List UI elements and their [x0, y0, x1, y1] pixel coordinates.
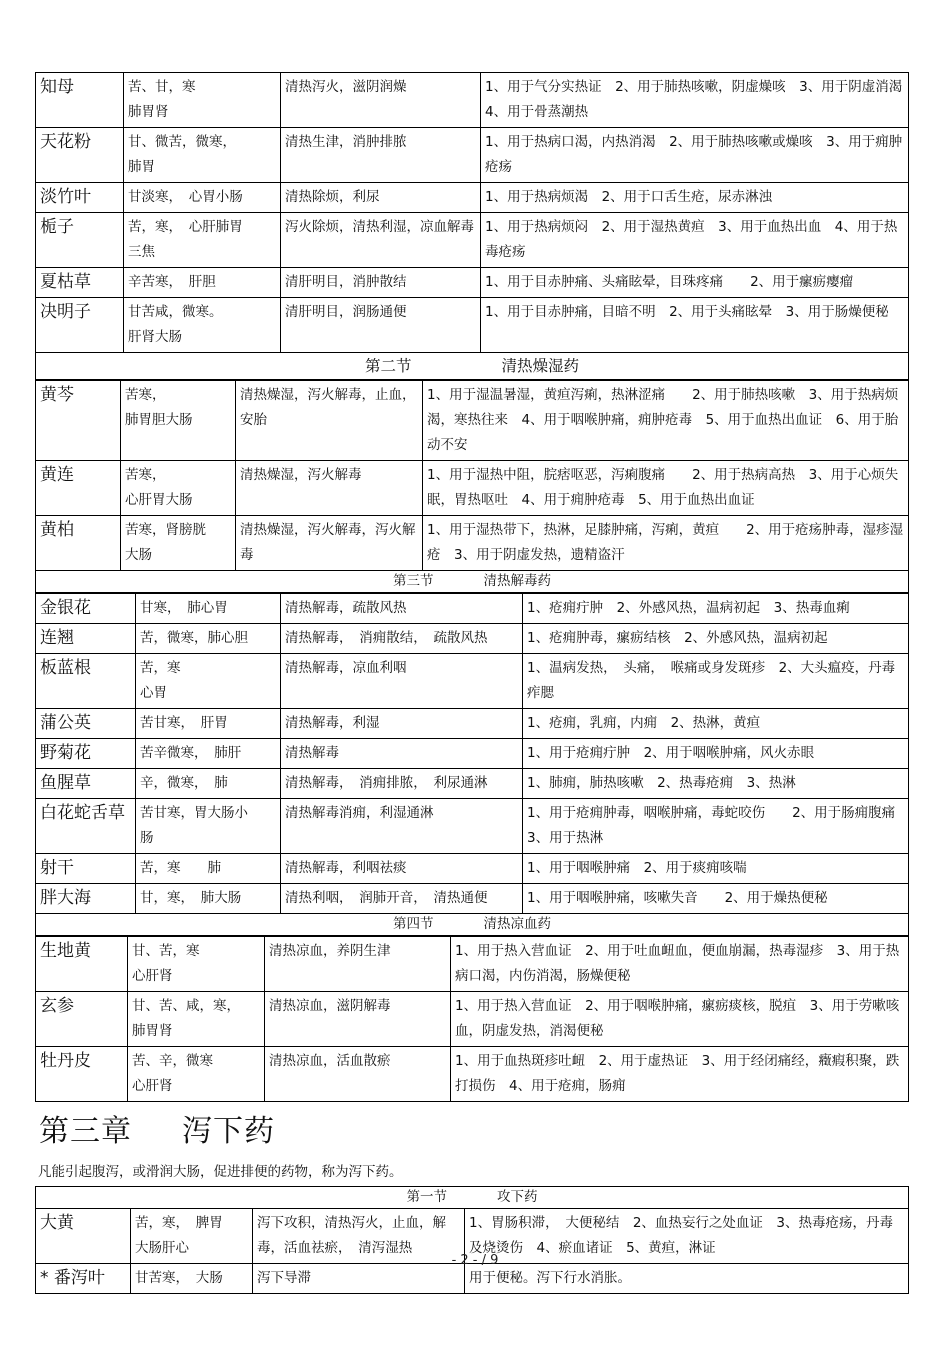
- property-line: 苦、辛，微寒: [132, 1053, 213, 1069]
- herb-table-4: [35, 936, 909, 1102]
- property-line: 甘淡寒， 心胃小肠: [128, 189, 243, 205]
- herb-usage: 1、肺痈，肺热咳嗽 2、热毒疮痈 3、热淋: [523, 769, 909, 799]
- property-line: 甘苦寒， 大肠: [135, 1270, 223, 1286]
- herb-property: [136, 739, 281, 769]
- herb-usage: 1、用于血热斑疹吐衄 2、用于虚热证 3、用于经闭痛经，癥瘕积聚，跌打损伤 4、用于疮痈，肠痈: [451, 1047, 909, 1102]
- herb-table-5: [35, 1186, 909, 1294]
- herb-effect: 清肝明目，润肠通便: [281, 298, 481, 353]
- section-heading-5: 第一节 攻下药: [36, 1187, 909, 1209]
- herb-property: [128, 937, 265, 992]
- herb-name: 淡竹叶: [36, 183, 124, 213]
- property-line: 苦，寒: [140, 660, 181, 676]
- meridian-line: 心肝肾: [132, 1078, 173, 1094]
- herb-property: [136, 624, 281, 654]
- herb-name: 天花粉: [36, 128, 124, 183]
- herb-name: 金银花: [36, 594, 136, 624]
- herb-usage: 1、用于热病口渴，内热消渴 2、用于肺热咳嗽或燥咳 3、用于痈肿疮疡: [481, 128, 909, 183]
- herb-property: [136, 799, 281, 854]
- herb-effect: 清热泻火，滋阴润燥: [281, 73, 481, 128]
- section-heading-2: 第二节 清热燥湿药: [36, 353, 909, 380]
- meridian-line: 心肝胃大肠: [125, 492, 193, 508]
- herb-effect: 清热解毒， 消痈排脓， 利尿通淋: [281, 769, 523, 799]
- herb-effect: 清热凉血，活血散瘀: [265, 1047, 451, 1102]
- herb-name: 野菊花: [36, 739, 136, 769]
- herb-name: * 番泻叶: [36, 1264, 131, 1294]
- table-row: [36, 992, 909, 1047]
- herb-property: [136, 884, 281, 914]
- property-line: 苦寒，: [125, 387, 166, 403]
- meridian-line: 心胃: [140, 685, 167, 701]
- table-row: [36, 594, 909, 624]
- meridian-line: 心肝肾: [132, 968, 173, 984]
- herb-usage: 1、用于疮痈疔肿 2、用于咽喉肿痛，风火赤眼: [523, 739, 909, 769]
- property-line: 甘、苦，寒: [132, 943, 200, 959]
- herb-name: 黄柏: [36, 516, 121, 571]
- property-line: 苦甘寒，胃大肠小: [140, 805, 248, 821]
- herb-effect: 清热燥湿，泻火解毒: [236, 461, 423, 516]
- herb-table-1: [35, 72, 916, 380]
- herb-effect: 清热解毒消痈，利湿通淋: [281, 799, 523, 854]
- herb-name: 连翘: [36, 624, 136, 654]
- table-row: [36, 128, 909, 183]
- herb-usage: 1、用于热病烦闷 2、用于湿热黄疸 3、用于血热出血 4、用于热毒疮疡: [481, 213, 909, 268]
- property-line: 甘、苦、咸，寒，: [132, 998, 240, 1014]
- herb-effect: 清热解毒， 消痈散结， 疏散风热: [281, 624, 523, 654]
- property-line: 苦甘寒， 肝胃: [140, 715, 228, 731]
- table-row: [36, 381, 909, 461]
- meridian-line: 肠: [140, 830, 154, 846]
- herb-name: 知母: [36, 73, 124, 128]
- table-row: [36, 739, 909, 769]
- table-row: [36, 654, 909, 709]
- meridian-line: 大肠肝心: [135, 1240, 189, 1256]
- herb-name: 胖大海: [36, 884, 136, 914]
- table-row: [36, 461, 909, 516]
- herb-name: 大黄: [36, 1209, 131, 1264]
- herb-name: 玄参: [36, 992, 128, 1047]
- meridian-line: 三焦: [128, 244, 155, 260]
- herb-usage: 1、温病发热， 头痛， 喉痛或身发斑疹 2、大头瘟疫，丹毒痄腮: [523, 654, 909, 709]
- herb-name: 决明子: [36, 298, 124, 353]
- herb-usage: 1、疮痈肿毒，瘰疬结核 2、外感风热，温病初起: [523, 624, 909, 654]
- herb-usage: 1、疮痈，乳痈，内痈 2、热淋，黄疸: [523, 709, 909, 739]
- herb-effect: 清热利咽， 润肺开音， 清热通便: [281, 884, 523, 914]
- meridian-line: 大肠: [125, 547, 152, 563]
- property-line: 甘苦咸，微寒。: [128, 304, 223, 320]
- table-row: [36, 268, 909, 298]
- herb-property: [128, 1047, 265, 1102]
- herb-table-3: [35, 593, 909, 936]
- herb-effect: 清热生津，消肿排脓: [281, 128, 481, 183]
- herb-property: [136, 854, 281, 884]
- section-heading-4: 第四节 清热凉血药: [36, 914, 909, 936]
- herb-effect: 清热解毒，疏散风热: [281, 594, 523, 624]
- herb-property: [124, 73, 281, 128]
- herb-usage: 1、胃肠积滞， 大便秘结 2、血热妄行之处血证 3、热毒疮疡，丹毒及烧烫伤 4、瘀血诸证 5、黄疸，淋证: [465, 1209, 909, 1264]
- herb-effect: 清热解毒，利湿: [281, 709, 523, 739]
- table-row: [36, 624, 909, 654]
- herb-property: [121, 461, 236, 516]
- herb-usage: 1、用于咽喉肿痛，咳嗽失音 2、用于燥热便秘: [523, 884, 909, 914]
- property-line: 甘、微苦，微寒，: [128, 134, 236, 150]
- herb-property: [131, 1264, 253, 1294]
- herb-name: 白花蛇舌草: [36, 799, 136, 854]
- herb-name: 生地黄: [36, 937, 128, 992]
- table-row: [36, 769, 909, 799]
- page-content: [35, 72, 916, 1294]
- herb-effect: 清热燥湿，泻火解毒，泻火解毒: [236, 516, 423, 571]
- herb-property: [128, 992, 265, 1047]
- property-line: 苦寒，肾膀胱: [125, 522, 206, 538]
- table-row: [36, 1264, 909, 1294]
- herb-name: 栀子: [36, 213, 124, 268]
- chapter-intro: 凡能引起腹泻，或滑润大肠，促进排便的药物，称为泻下药。: [38, 1164, 403, 1180]
- property-line: 苦、甘，寒: [128, 79, 196, 95]
- herb-name: 蒲公英: [36, 709, 136, 739]
- property-line: 苦辛微寒， 肺肝: [140, 745, 242, 761]
- herb-effect: 清热燥湿，泻火解毒，止血，安胎: [236, 381, 423, 461]
- property-line: 辛苦寒， 肝胆: [128, 274, 216, 290]
- herb-name: 黄芩: [36, 381, 121, 461]
- herb-name: 板蓝根: [36, 654, 136, 709]
- herb-property: [136, 709, 281, 739]
- herb-effect: 清热除烦，利尿: [281, 183, 481, 213]
- herb-property: [136, 594, 281, 624]
- herb-effect: 清热解毒: [281, 739, 523, 769]
- herb-effect: 清热凉血，滋阴解毒: [265, 992, 451, 1047]
- herb-usage: 1、疮痈疔肿 2、外感风热，温病初起 3、热毒血痢: [523, 594, 909, 624]
- herb-name: 夏枯草: [36, 268, 124, 298]
- herb-usage: 1、用于疮痈肿毒，咽喉肿痛，毒蛇咬伤 2、用于肠痈腹痛 3、用于热淋: [523, 799, 909, 854]
- meridian-line: 肺胃: [128, 159, 155, 175]
- property-line: 甘寒， 肺心胃: [140, 600, 228, 616]
- herb-effect: 清肝明目，消肿散结: [281, 268, 481, 298]
- property-line: 苦，寒， 心肝肺胃: [128, 219, 243, 235]
- herb-usage: 1、用于热入营血证 2、用于吐血衄血，便血崩漏，热毒湿疹 3、用于热病口渴，内伤消渴，肠燥便秘: [451, 937, 909, 992]
- herb-usage: 1、用于热入营血证 2、用于咽喉肿痛，瘰疬痰核，脱疽 3、用于劳嗽咳血，阴虚发热，消渴便秘: [451, 992, 909, 1047]
- herb-property: [124, 183, 281, 213]
- herb-usage: 1、用于咽喉肿痛 2、用于痰痈咳喘: [523, 854, 909, 884]
- table-row: [36, 1047, 909, 1102]
- table-row: [36, 799, 909, 854]
- table-row: [36, 298, 909, 353]
- page-number: - 2 - / 9: [451, 1253, 499, 1268]
- herb-property: [121, 381, 236, 461]
- property-line: 甘，寒， 肺大肠: [140, 890, 242, 906]
- herb-usage: 1、用于湿热中阻，脘痞呕恶，泻痢腹痛 2、用于热病高热 3、用于心烦失眠，胃热呕吐 4、用于痈肿疮毒 5、用于血热出血证: [423, 461, 909, 516]
- meridian-line: 肺胃肾: [128, 104, 169, 120]
- herb-usage: 1、用于热病烦渴 2、用于口舌生疮，尿赤淋浊: [481, 183, 909, 213]
- herb-usage: 1、用于目赤肿痛、头痛眩晕，目珠疼痛 2、用于瘰疬瘿瘤: [481, 268, 909, 298]
- property-line: 辛，微寒， 肺: [140, 775, 228, 791]
- herb-usage: 1、用于目赤肿痛，目暗不明 2、用于头痛眩晕 3、用于肠燥便秘: [481, 298, 909, 353]
- herb-name: 射干: [36, 854, 136, 884]
- meridian-line: 肺胃胆大肠: [125, 412, 193, 428]
- herb-usage: 用于便秘。泻下行水消胀。: [465, 1264, 909, 1294]
- section-heading-3: 第三节 清热解毒药: [36, 571, 909, 593]
- property-line: 苦，寒， 脾胃: [135, 1215, 223, 1231]
- table-row: [36, 854, 909, 884]
- property-line: 苦，微寒，肺心胆: [140, 630, 248, 646]
- meridian-line: 肝肾大肠: [128, 329, 182, 345]
- herb-effect: 泻火除烦，清热利湿，凉血解毒: [281, 213, 481, 268]
- table-row: [36, 709, 909, 739]
- herb-property: [121, 516, 236, 571]
- herb-effect: 泻下导滞: [253, 1264, 465, 1294]
- herb-name: 牡丹皮: [36, 1047, 128, 1102]
- herb-property: [136, 654, 281, 709]
- herb-usage: 1、用于湿热带下，热淋，足膝肿痛，泻痢，黄疸 2、用于疮疡肿毒，湿疹湿疮 3、用于阴虚发热，遗精盗汗: [423, 516, 909, 571]
- table-row: [36, 884, 909, 914]
- herb-effect: 泻下攻积，清热泻火，止血，解毒，活血祛瘀， 清泻湿热: [253, 1209, 465, 1264]
- herb-effect: 清热解毒，凉血利咽: [281, 654, 523, 709]
- table-row: [36, 213, 909, 268]
- herb-usage: 1、用于湿温暑湿，黄疸泻痢，热淋涩痛 2、用于肺热咳嗽 3、用于热病烦渴，寒热往来 4、用于咽喉肿痛，痈肿疮毒 5、用于血热出血证 6、用于胎动不安: [423, 381, 909, 461]
- table-row: [36, 516, 909, 571]
- table-row: [36, 937, 909, 992]
- property-line: 苦寒，: [125, 467, 166, 483]
- herb-effect: 清热凉血，养阴生津: [265, 937, 451, 992]
- herb-table-2: [35, 380, 909, 593]
- herb-usage: 1、用于气分实热证 2、用于肺热咳嗽，阴虚燥咳 3、用于阴虚消渴 4、用于骨蒸潮热: [481, 73, 909, 128]
- herb-property: [124, 268, 281, 298]
- herb-property: [124, 213, 281, 268]
- table-row: [36, 73, 909, 128]
- property-line: 苦，寒 肺: [140, 860, 221, 876]
- herb-property: [124, 298, 281, 353]
- meridian-line: 肺胃肾: [132, 1023, 173, 1039]
- herb-effect: 清热解毒，利咽祛痰: [281, 854, 523, 884]
- table-row: [36, 183, 909, 213]
- chapter-title: 第三章 泻下药: [39, 1114, 275, 1149]
- herb-property: [124, 128, 281, 183]
- herb-property: [136, 769, 281, 799]
- herb-name: 黄连: [36, 461, 121, 516]
- herb-name: 鱼腥草: [36, 769, 136, 799]
